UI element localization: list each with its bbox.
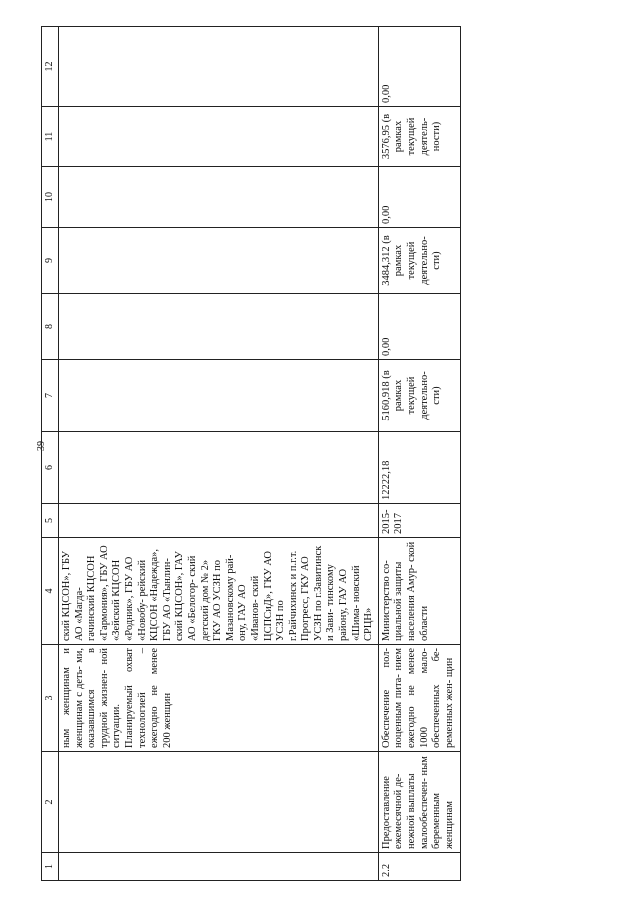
col-num-9: 9 xyxy=(42,228,59,294)
cell-2015-federal: 0,00 xyxy=(378,294,460,360)
column-number-row xyxy=(42,27,59,881)
col-num-5: 5 xyxy=(42,504,59,538)
table-row-continuation xyxy=(59,27,379,881)
table-row-2-2 xyxy=(378,27,460,881)
col-num-4: 4 xyxy=(42,538,59,645)
cell-period: 2015- 2017 xyxy=(378,504,460,538)
col-num-1: 1 xyxy=(42,853,59,881)
col-num-7: 7 xyxy=(42,360,59,432)
cell-num: 2.2 xyxy=(378,853,460,881)
cell-2017-federal: 0,00 xyxy=(378,27,460,107)
page-number: 39 xyxy=(36,441,47,451)
col-num-2: 2 xyxy=(42,752,59,853)
col-num-3: 3 xyxy=(42,645,59,752)
col-num-8: 8 xyxy=(42,294,59,360)
cell-measure xyxy=(59,752,379,853)
rotated-table-wrapper xyxy=(41,27,461,881)
cell-measure: Предоставление ежемесячной де- нежной выплаты малообеспечен- ным беременным женщинам xyxy=(378,752,460,853)
col-num-11: 11 xyxy=(42,107,59,167)
cell-result: ным женщинам и женщинам с деть- ми, оказавшимся в трудной жизнен- ной ситуации. Планируемый охват технологией – ежегодно не менее 200 женщин xyxy=(59,645,379,752)
cell-2016-federal: 0,00 xyxy=(378,167,460,228)
cell-executors: Министерство со- циальной защиты населения Амур- ской области xyxy=(378,538,460,645)
cell-num xyxy=(59,853,379,881)
col-num-12: 12 xyxy=(42,27,59,107)
budget-table xyxy=(41,26,461,881)
col-num-10: 10 xyxy=(42,167,59,228)
cell-result: Обеспечение пол- ноценным пита- нием ежегодно не менее 1000 мало- обеспеченных бе- ременных жен- щин xyxy=(378,645,460,752)
cell-total: 12222,18 xyxy=(378,432,460,504)
cell-2016-regional: 3484,312 (в рамках текущей деятельно- сти) xyxy=(378,228,460,294)
col-num-6: 6 xyxy=(42,432,59,504)
cell-2017-regional: 3576,95 (в рамках текущей деятель- ности) xyxy=(378,107,460,167)
cell-2015-regional: 5160,918 (в рамках текущей деятельно- сти) xyxy=(378,360,460,432)
cell-executors: ский КЦСОН», ГБУ АО «Магда- гачинский КЦСОН «Гармония», ГБУ АО «Зейский КЦСОН «Родник», ГБУ АО «Новобу- рейский КЦСОН «Надежда», ГБУ АО «Тынлин- ский КЦСОН», ГАУ АО «Белогор- ский детский дом № 2» ГКУ АО УСЗН по Мазановскому рай- ону, ГАУ АО «Иванов- ский ЦСПСиД», ГКУ АО УСЗН по г.Райчихинск и п.г.т. Прогресс, ГКУ АО УСЗН по г.Завитинск и Зави- тинскому району, ГАУ АО «Шима- новский СРЦН» xyxy=(59,538,379,645)
